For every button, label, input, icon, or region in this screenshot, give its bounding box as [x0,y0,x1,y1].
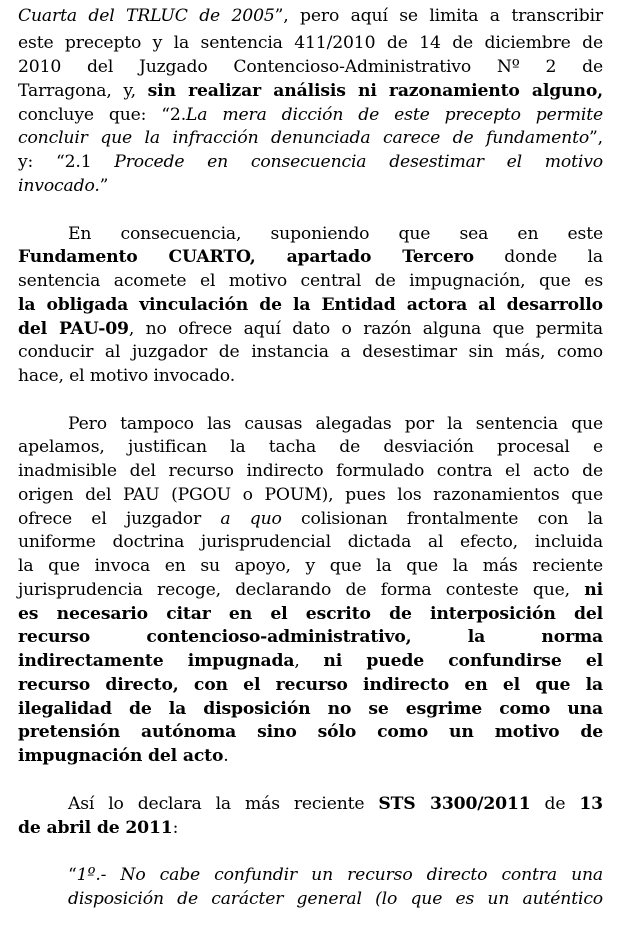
text-line [18,56,603,78]
bold-text: impugnación del acto [18,746,224,766]
text-segment: colisionan frontalmente con la [281,509,603,529]
bold-text: del PAU-09 [18,319,129,339]
text-line [18,745,603,767]
text-line [18,555,603,577]
text-segment: . [223,746,229,766]
bold-text: STS 3300/2011 [378,794,531,814]
italic-text: La mera dicción de este precepto permite [186,105,603,125]
text-line [18,698,603,720]
text-segment: , [294,651,324,671]
text-line [18,318,603,340]
text-line [18,80,603,102]
text-line [18,436,603,458]
italic-text: a quo [220,509,282,529]
text-line [18,721,603,743]
text-segment: hace, el motivo invocado. [18,366,236,386]
text-segment: ” [99,176,109,196]
text-line [68,223,603,245]
bold-text: recurso directo, con el recurso indirecto en el que la [18,675,603,695]
text-segment: apelamos, justifican la tacha de desviación procesal e [18,437,603,457]
quote-line [68,864,603,886]
text-line [18,484,603,506]
bold-text: es necesario citar en el escrito de interposición del [18,604,603,624]
text-segment: “ [68,865,77,885]
text-line [18,270,603,292]
text-segment: inadmisible del recurso indirecto formulado contra el acto de [18,461,603,481]
text-segment: origen del PAU (PGOU o POUM), pues los razonamientos que [18,485,603,505]
text-line [18,603,603,625]
text-line [18,32,603,54]
italic-text: Cuarta del TRLUC de 2005 [18,6,275,26]
text-segment: 2010 del Juzgado Contencioso-Administrativo Nº 2 de [18,57,603,77]
text-segment: Tarragona, y, [18,81,148,101]
text-line [18,626,603,648]
text-segment: concluye que: “2. [18,105,187,125]
text-line [18,508,603,530]
bold-text: pretensión autónoma sino sólo como un motivo de [18,722,603,742]
text-line [18,365,603,387]
text-segment: este precepto y la sentencia 411/2010 de 14 de diciembre de [18,33,603,53]
text-segment: Así lo declara la más reciente [68,794,379,814]
text-line [18,341,603,363]
text-line [18,674,603,696]
text-line [18,817,603,839]
bold-text: 13 [579,794,603,814]
italic-text: invocado. [18,176,100,196]
text-line [18,246,603,268]
text-line [18,531,603,553]
bold-text: sin realizar análisis ni razonamiento alguno, [147,81,603,101]
quote-line [68,888,603,910]
text-segment: uniforme doctrina jurisprudencial dictada al efecto, incluida [18,532,603,552]
bold-text: ni [584,580,603,600]
text-segment: conducir al juzgador de instancia a desestimar sin más, como [18,342,603,362]
text-segment: : [172,818,179,838]
text-segment: En consecuencia, suponiendo que sea en este [68,224,603,244]
text-line [18,175,603,197]
text-segment: ”, [589,128,603,148]
text-line [18,151,603,173]
italic-text: disposición de carácter general (lo que es un auténtico [68,889,603,909]
text-segment: jurisprudencia recoge, declarando de forma conteste que, [18,580,585,600]
text-segment: la que invoca en su apoyo, y que la que la más reciente [18,556,603,576]
bold-text: Fundamento CUARTO, apartado Tercero [18,247,474,267]
italic-text: Procede en consecuencia desestimar el motivo [114,152,603,172]
text-line [18,104,603,126]
text-segment: donde la [473,247,603,267]
italic-text: concluir que la infracción denunciada carece de fundamento [18,128,590,148]
bold-text: indirectamente impugnada [18,651,295,671]
text-segment: ofrece el juzgador [18,509,221,529]
text-segment: de [530,794,580,814]
bold-text: de abril de 2011 [18,818,173,838]
text-line [68,793,603,815]
text-line [18,294,603,316]
text-line [18,5,603,27]
text-line [18,650,603,672]
text-segment: y: “2.1 [18,152,115,172]
text-line [68,413,603,435]
text-segment: ”, pero aquí se limita a transcribir [274,6,603,26]
text-line [18,127,603,149]
bold-text: ilegalidad de la disposición no se esgrime como una [18,699,603,719]
text-segment: Pero tampoco las causas alegadas por la sentencia que [68,414,603,434]
bold-text: recurso contencioso-administrativo, la norma [18,627,603,647]
text-segment: sentencia acomete el motivo central de impugnación, que es [18,271,603,291]
text-line [18,579,603,601]
bold-text: la obligada vinculación de la Entidad actora al desarrollo [18,295,603,315]
text-line [18,460,603,482]
text-segment: , no ofrece aquí dato o razón alguna que permita [128,319,603,339]
bold-text: ni puede confundirse el [323,651,603,671]
italic-text: 1º.- No cabe confundir un recurso directo contra una [76,865,603,885]
